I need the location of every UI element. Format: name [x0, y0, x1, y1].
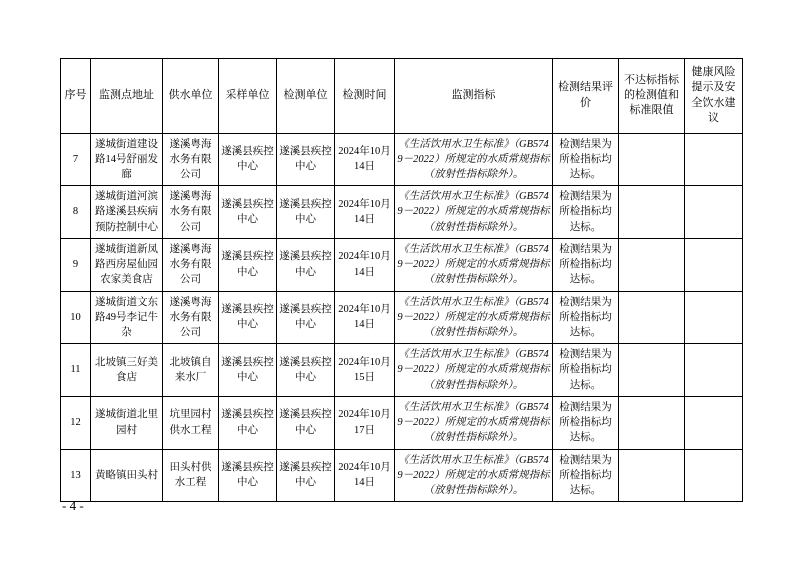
- table-header-row: [61, 59, 743, 134]
- cell-sampler: 遂溪县疾控中心: [219, 291, 277, 344]
- cell-tester: 遂溪县疾控中心: [277, 238, 335, 291]
- column-header-result: 检测结果评价: [553, 59, 619, 134]
- column-header-supplier: 供水单位: [163, 59, 219, 134]
- cell-advice: [685, 291, 743, 344]
- cell-time: 2024年10月14日: [335, 291, 395, 344]
- cell-seq: 9: [61, 238, 91, 291]
- cell-address: 遂城街道建设路14号舒丽发廊: [91, 133, 163, 186]
- cell-seq: 13: [61, 449, 91, 502]
- cell-time: 2024年10月14日: [335, 133, 395, 186]
- cell-supplier: 遂溪粤海水务有限公司: [163, 133, 219, 186]
- cell-sampler: 遂溪县疾控中心: [219, 449, 277, 502]
- cell-result: 检测结果为所检指标均达标。: [553, 291, 619, 344]
- cell-tester: 遂溪县疾控中心: [277, 344, 335, 397]
- cell-advice: [685, 238, 743, 291]
- cell-advice: [685, 449, 743, 502]
- table-body: [61, 133, 743, 502]
- table-row: [61, 133, 743, 186]
- column-header-tester: 检测单位: [277, 59, 335, 134]
- cell-limit: [619, 396, 685, 449]
- cell-limit: [619, 238, 685, 291]
- cell-result: 检测结果为所检指标均达标。: [553, 344, 619, 397]
- cell-result: 检测结果为所检指标均达标。: [553, 238, 619, 291]
- table-header: [61, 59, 743, 134]
- cell-index: 《生活饮用水卫生标准》（GB5749－2022）所规定的水质常规指标（放射性指标除外）。: [395, 133, 553, 186]
- cell-address: 遂城街道北里园村: [91, 396, 163, 449]
- column-header-time: 检测时间: [335, 59, 395, 134]
- cell-supplier: 田头村供水工程: [163, 449, 219, 502]
- cell-index: 《生活饮用水卫生标准》（GB5749－2022）所规定的水质常规指标（放射性指标除外）。: [395, 186, 553, 239]
- cell-address: 黄略镇田头村: [91, 449, 163, 502]
- cell-sampler: 遂溪县疾控中心: [219, 238, 277, 291]
- cell-limit: [619, 344, 685, 397]
- cell-index: 《生活饮用水卫生标准》（GB5749－2022）所规定的水质常规指标（放射性指标除外）。: [395, 344, 553, 397]
- cell-time: 2024年10月15日: [335, 344, 395, 397]
- page-number: - 4 -: [62, 498, 84, 513]
- cell-result: 检测结果为所检指标均达标。: [553, 396, 619, 449]
- cell-address: 遂城街道新凤路西房屋仙园农家美食店: [91, 238, 163, 291]
- table-row: [61, 396, 743, 449]
- cell-address: 北坡镇三好美食店: [91, 344, 163, 397]
- cell-seq: 7: [61, 133, 91, 186]
- cell-seq: 10: [61, 291, 91, 344]
- cell-time: 2024年10月14日: [335, 449, 395, 502]
- cell-sampler: 遂溪县疾控中心: [219, 133, 277, 186]
- table-container: [60, 58, 738, 502]
- cell-time: 2024年10月17日: [335, 396, 395, 449]
- table-row: [61, 449, 743, 502]
- column-header-index: 监测指标: [395, 59, 553, 134]
- table-row: [61, 186, 743, 239]
- cell-address: 遂城街道河滨路遂溪县疾病预防控制中心: [91, 186, 163, 239]
- cell-advice: [685, 396, 743, 449]
- water-quality-table: [60, 58, 743, 502]
- cell-index: 《生活饮用水卫生标准》（GB5749－2022）所规定的水质常规指标（放射性指标除外）。: [395, 291, 553, 344]
- cell-index: 《生活饮用水卫生标准》（GB5749－2022）所规定的水质常规指标（放射性指标除外）。: [395, 449, 553, 502]
- cell-tester: 遂溪县疾控中心: [277, 449, 335, 502]
- table-row: [61, 238, 743, 291]
- cell-sampler: 遂溪县疾控中心: [219, 396, 277, 449]
- cell-limit: [619, 133, 685, 186]
- table-row: [61, 291, 743, 344]
- cell-advice: [685, 133, 743, 186]
- cell-limit: [619, 186, 685, 239]
- cell-result: 检测结果为所检指标均达标。: [553, 186, 619, 239]
- cell-seq: 11: [61, 344, 91, 397]
- cell-tester: 遂溪县疾控中心: [277, 291, 335, 344]
- cell-sampler: 遂溪县疾控中心: [219, 344, 277, 397]
- cell-index: 《生活饮用水卫生标准》（GB5749－2022）所规定的水质常规指标（放射性指标除外）。: [395, 396, 553, 449]
- cell-tester: 遂溪县疾控中心: [277, 186, 335, 239]
- column-header-advice: 健康风险提示及安全饮水建议: [685, 59, 743, 134]
- cell-limit: [619, 449, 685, 502]
- cell-tester: 遂溪县疾控中心: [277, 133, 335, 186]
- cell-supplier: 遂溪粤海水务有限公司: [163, 186, 219, 239]
- cell-supplier: 遂溪粤海水务有限公司: [163, 291, 219, 344]
- column-header-address: 监测点地址: [91, 59, 163, 134]
- cell-tester: 遂溪县疾控中心: [277, 396, 335, 449]
- cell-supplier: 遂溪粤海水务有限公司: [163, 238, 219, 291]
- cell-result: 检测结果为所检指标均达标。: [553, 133, 619, 186]
- cell-time: 2024年10月14日: [335, 186, 395, 239]
- column-header-sampler: 采样单位: [219, 59, 277, 134]
- cell-result: 检测结果为所检指标均达标。: [553, 449, 619, 502]
- column-header-limit: 不达标指标的检测值和标准限值: [619, 59, 685, 134]
- table-row: [61, 344, 743, 397]
- cell-time: 2024年10月14日: [335, 238, 395, 291]
- cell-seq: 8: [61, 186, 91, 239]
- cell-limit: [619, 291, 685, 344]
- cell-advice: [685, 344, 743, 397]
- cell-supplier: 北坡镇自来水厂: [163, 344, 219, 397]
- cell-sampler: 遂溪县疾控中心: [219, 186, 277, 239]
- cell-advice: [685, 186, 743, 239]
- cell-supplier: 坑里园村供水工程: [163, 396, 219, 449]
- column-header-seq: 序号: [61, 59, 91, 134]
- cell-address: 遂城街道文东路49号李记牛杂: [91, 291, 163, 344]
- cell-index: 《生活饮用水卫生标准》（GB5749－2022）所规定的水质常规指标（放射性指标除外）。: [395, 238, 553, 291]
- cell-seq: 12: [61, 396, 91, 449]
